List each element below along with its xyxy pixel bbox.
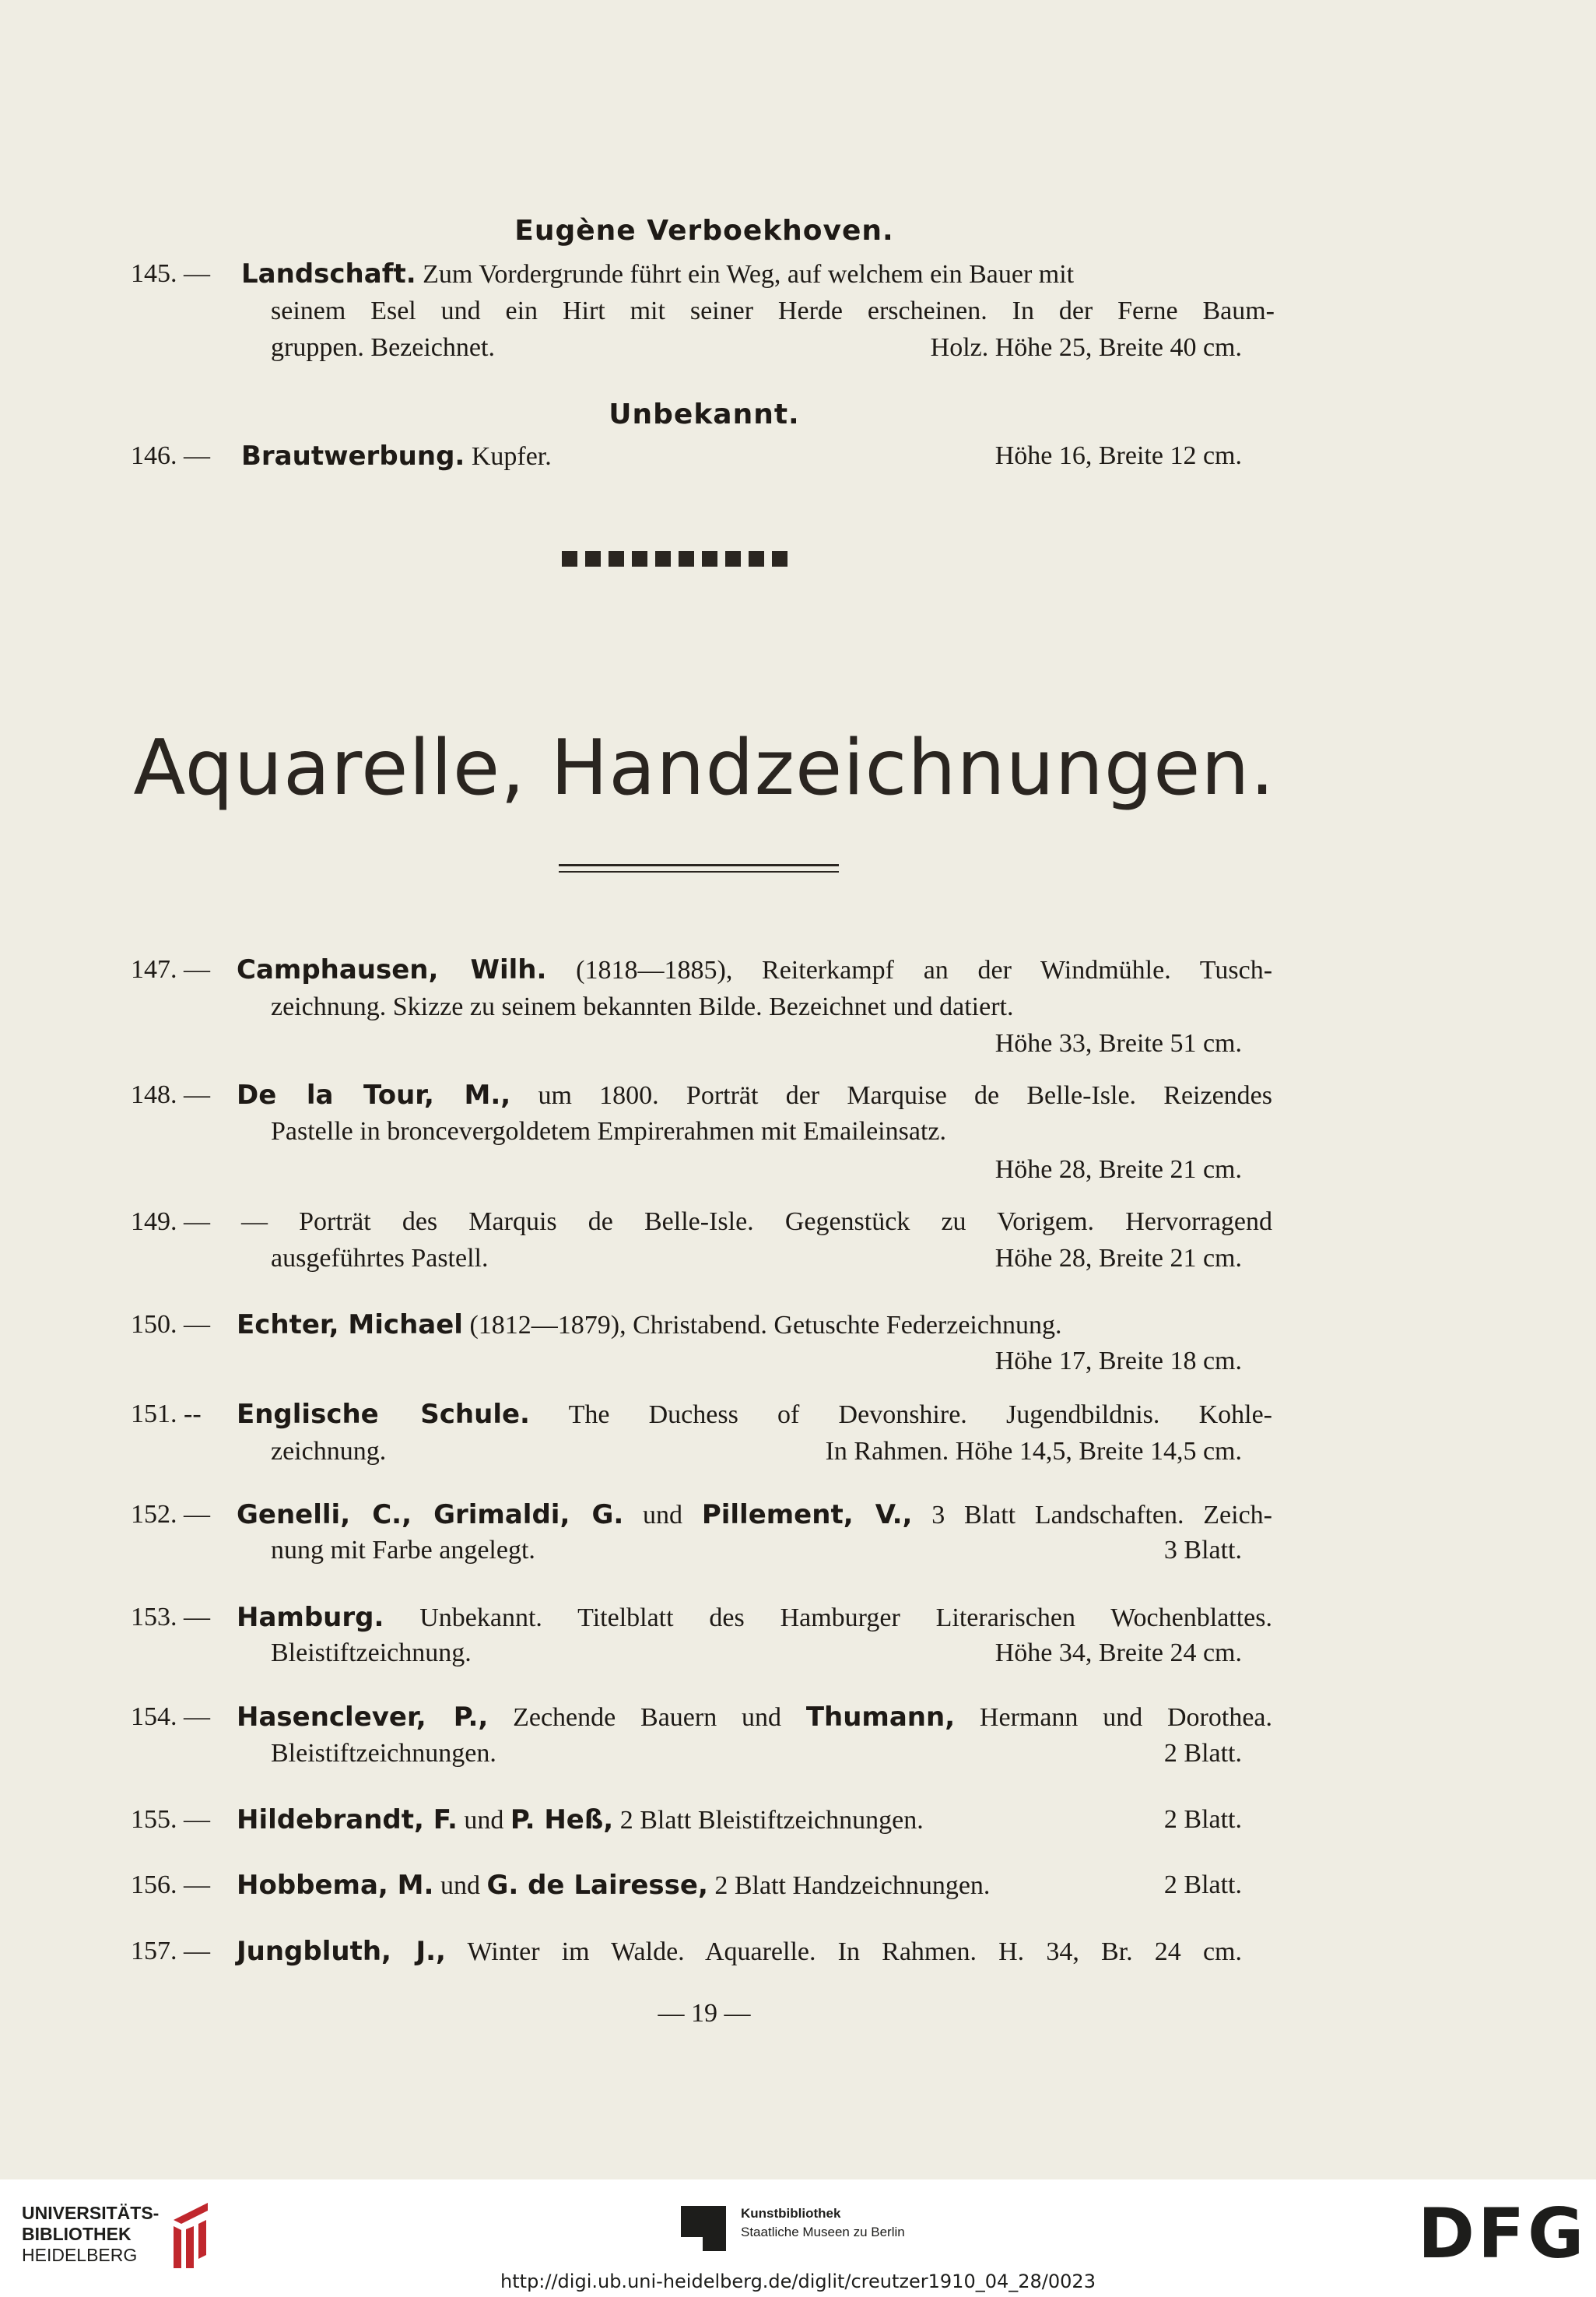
entry-title-secondary: Thumann,	[805, 1702, 956, 1733]
entry-connector: und	[643, 1501, 683, 1530]
ub-heidelberg-mark-icon	[160, 2197, 222, 2274]
ornamental-divider	[562, 551, 787, 567]
entry-number: 157. —	[131, 1937, 210, 1965]
page-number: — 19 —	[658, 1999, 751, 2028]
entry-number: 148. —	[131, 1080, 210, 1109]
ub-heidelberg-logo[interactable]	[22, 2203, 159, 2266]
entry-title: Englische Schule.	[237, 1399, 530, 1430]
entry-number: 146. —	[131, 441, 210, 470]
entry-description-line: zeichnung.	[271, 1437, 387, 1466]
entry-description: 3 Blatt Landschaften. Zeich-	[931, 1501, 1272, 1530]
entry-description: (1818—1885), Reiterkampf an der Windmühle. Tusch-	[576, 956, 1273, 985]
entry-dimensions: Höhe 16, Breite 12 cm.	[994, 441, 1242, 470]
entry-title: Echter, Michael	[237, 1309, 463, 1340]
entry-description: Unbekannt. Titelblatt des Hamburger Literarischen Wochenblattes.	[419, 1603, 1272, 1632]
kb-name: Kunstbibliothek	[741, 2206, 841, 2221]
entry-description-line: gruppen. Bezeichnet.	[271, 333, 495, 362]
entry-description: (1812—1879), Christabend. Getuschte Federzeichnung.	[469, 1311, 1062, 1340]
entry-number: 153. —	[131, 1603, 210, 1631]
entry-number: 149. —	[131, 1207, 210, 1236]
kb-subtitle: Staatliche Museen zu Berlin	[741, 2225, 905, 2239]
digitization-footer	[0, 2179, 1596, 2297]
ub-logo-line: HEIDELBERG	[22, 2245, 138, 2265]
dfg-logo[interactable]: DFG	[1418, 2193, 1587, 2274]
kunstbibliothek-logo-icon	[681, 2206, 726, 2251]
entry-title: Jungbluth, J.,	[237, 1936, 446, 1967]
entry-dimensions: Höhe 33, Breite 51 cm.	[994, 1029, 1242, 1058]
entry-number: 154. —	[131, 1702, 210, 1731]
entry-description: um 1800. Porträt der Marquise de Belle-Isle. Reizendes	[538, 1081, 1272, 1110]
entry-number: 151. --	[131, 1400, 202, 1428]
entry-title: De la Tour, M.,	[237, 1080, 511, 1111]
entry-quantity: 3 Blatt.	[1163, 1536, 1242, 1565]
section-title: Aquarelle, Handzeichnungen.	[133, 724, 1275, 813]
entry-dimensions: Höhe 17, Breite 18 cm.	[994, 1347, 1242, 1375]
entry-title: Hasenclever, P.,	[237, 1702, 489, 1733]
entry-description: Winter im Walde. Aquarelle. In Rahmen. H. 34, Br. 24 cm.	[467, 1937, 1243, 1966]
entry-quantity: 2 Blatt.	[1163, 1870, 1242, 1899]
title-rule	[559, 871, 839, 873]
entry-title: Brautwerbung.	[241, 441, 465, 472]
artist-heading-verboekhoven: Eugène Verboekhoven.	[514, 215, 894, 247]
entry-title-secondary: P. Heß,	[510, 1804, 614, 1835]
entry-description-line: ausgeführtes Pastell.	[271, 1244, 489, 1273]
entry-title: Hildebrandt, F.	[237, 1804, 458, 1835]
ub-logo-line: BIBLIOTHEK	[22, 2224, 132, 2244]
entry-title: Landschaft.	[241, 258, 416, 290]
entry-description: 2 Blatt Handzeichnungen.	[714, 1871, 991, 1900]
kunstbibliothek-label[interactable]	[741, 2204, 905, 2242]
entry-dimensions: Höhe 28, Breite 21 cm.	[994, 1244, 1242, 1273]
entry-description: The Duchess of Devonshire. Jugendbildnis. Kohle-	[568, 1400, 1272, 1429]
ub-logo-line: UNIVERSITÄTS-	[22, 2203, 160, 2223]
entry-description: Zum Vordergrunde führt ein Weg, auf welchem ein Bauer mit	[423, 260, 1075, 289]
entry-description-line: Pastelle in broncevergoldetem Empirerahmen mit Emaileinsatz.	[271, 1117, 946, 1146]
entry-number: 145. —	[131, 259, 210, 288]
entry-dimensions: Holz. Höhe 25, Breite 40 cm.	[930, 333, 1242, 362]
entry-dimensions: Höhe 34, Breite 24 cm.	[994, 1638, 1242, 1667]
entry-title: Hamburg.	[237, 1602, 384, 1633]
artist-heading-unbekannt: Unbekannt.	[609, 399, 800, 430]
entry-dimensions: In Rahmen. Höhe 14,5, Breite 14,5 cm.	[825, 1437, 1242, 1466]
entry-number: 147. —	[131, 955, 210, 984]
entry-title-secondary: Pillement, V.,	[701, 1499, 913, 1530]
entry-number: 155. —	[131, 1805, 210, 1834]
title-rule	[559, 864, 839, 866]
entry-connector: Zechende Bauern und	[513, 1703, 782, 1732]
entry-title: Genelli, C., Grimaldi, G.	[237, 1499, 624, 1530]
entry-description-line: seinem Esel und ein Hirt mit seiner Herde erscheinen. In der Ferne Baum-	[271, 297, 1275, 325]
entry-number: 156. —	[131, 1870, 210, 1899]
entry-description: Hermann und Dorothea.	[979, 1703, 1273, 1732]
entry-description-line: nung mit Farbe angelegt.	[271, 1536, 535, 1565]
entry-quantity: 2 Blatt.	[1163, 1805, 1242, 1834]
entry-title: Camphausen, Wilh.	[237, 954, 547, 985]
entry-connector: und	[440, 1871, 480, 1900]
entry-description-line: Bleistiftzeichnung.	[271, 1638, 472, 1667]
entry-description-line: zeichnung. Skizze zu seinem bekannten Bilde. Bezeichnet und datiert.	[271, 992, 1014, 1021]
entry-quantity: 2 Blatt.	[1163, 1739, 1242, 1768]
entry-connector: und	[464, 1806, 504, 1835]
entry-description-line: Bleistiftzeichnungen.	[271, 1739, 496, 1768]
entry-title-secondary: G. de Lairesse,	[486, 1870, 708, 1901]
entry-number: 150. —	[131, 1310, 210, 1339]
source-url-link[interactable]: http://digi.ub.uni-heidelberg.de/diglit/creutzer1910_04_28/0023	[500, 2271, 1096, 2292]
entry-description: — Porträt des Marquis de Belle-Isle. Gegenstück zu Vorigem. Hervorragend	[241, 1207, 1272, 1236]
entry-number: 152. —	[131, 1500, 210, 1529]
entry-description: 2 Blatt Bleistiftzeichnungen.	[619, 1806, 924, 1835]
entry-description: Kupfer.	[471, 442, 552, 471]
entry-title: Hobbema, M.	[237, 1870, 434, 1901]
entry-dimensions: Höhe 28, Breite 21 cm.	[994, 1155, 1242, 1184]
